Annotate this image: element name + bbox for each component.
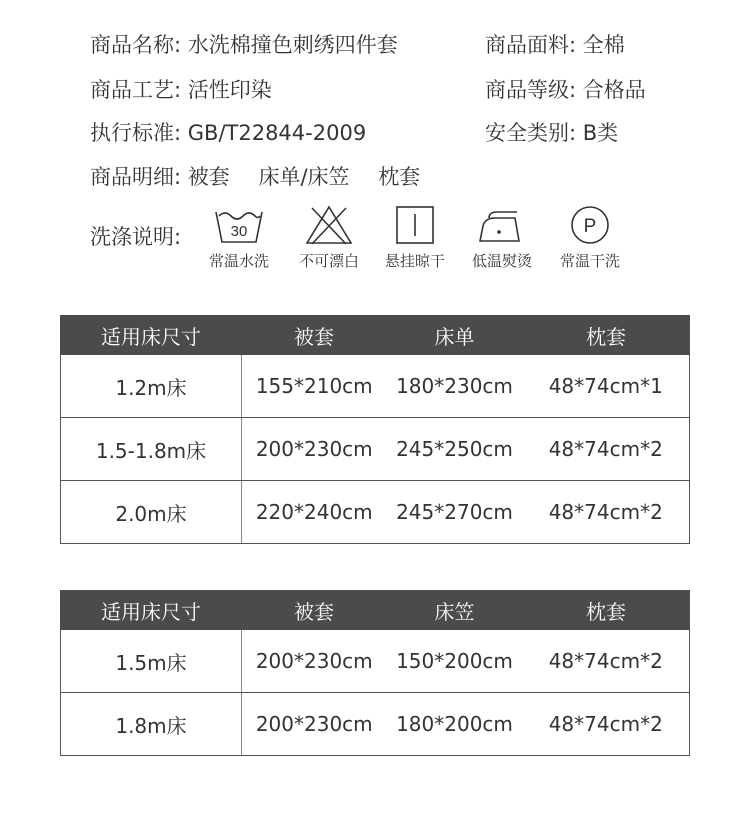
table-header-cell: 被套 [242,316,387,355]
table-cell: 220*240cm [242,481,387,544]
table-row [61,418,690,481]
standard-label: 执行标准: [90,121,182,145]
low-iron-icon [475,204,529,246]
table-cell: 1.5-1.8m床 [61,418,242,481]
table-cell: 48*74cm*2 [523,418,690,481]
care-caption: 悬挂晾干 [384,252,445,270]
standard-row [90,118,366,148]
safety-value: B类 [582,121,619,145]
wash-temp-text: 30 [230,223,248,240]
safety-label: 安全类别: [485,121,577,145]
table-cell: 245*250cm [387,418,523,481]
table-header-row [61,316,690,355]
table-header-cell: 枕套 [523,591,690,630]
care-caption: 常温干洗 [559,252,620,270]
table-cell: 150*200cm [387,630,523,693]
craft-row [90,75,272,105]
table-cell: 200*230cm [242,693,387,756]
detail-label: 商品明细: [90,165,182,189]
table-header-cell: 适用床尺寸 [61,316,242,355]
table-row [61,355,690,418]
grade-row [485,75,646,105]
no-bleach-icon [302,204,356,246]
grade-label: 商品等级: [485,78,577,102]
care-caption: 常温水洗 [208,252,269,270]
table-row [61,693,690,756]
care-item-dry-clean [545,204,635,271]
care-item-no-bleach [284,204,374,271]
grade-value: 合格品 [582,78,646,102]
size-table-sheet [60,315,690,544]
table-row [61,630,690,693]
care-item-low-iron [457,204,547,271]
table-cell: 48*74cm*2 [523,481,690,544]
fabric-row [485,30,625,60]
wash-30-icon [212,204,266,246]
care-item-wash [194,204,284,271]
fabric-label: 商品面料: [485,33,577,57]
table-cell: 155*210cm [242,355,387,418]
detail-item: 枕套 [378,165,421,189]
table-cell: 48*74cm*1 [523,355,690,418]
table-cell: 1.2m床 [61,355,242,418]
care-caption: 不可漂白 [298,252,359,270]
table-row [61,481,690,544]
table-cell: 1.5m床 [61,630,242,693]
table-header-cell: 适用床尺寸 [61,591,242,630]
craft-value: 活性印染 [187,78,272,102]
table-header-cell: 被套 [242,591,387,630]
table-cell: 245*270cm [387,481,523,544]
hang-dry-icon [388,204,442,246]
table-cell: 180*230cm [387,355,523,418]
standard-value: GB/T22844-2009 [187,121,367,145]
product-name-label: 商品名称: [90,33,182,57]
table-cell: 48*74cm*2 [523,693,690,756]
safety-row [485,118,618,148]
table-cell: 1.8m床 [61,693,242,756]
detail-row [90,162,442,192]
table-cell: 2.0m床 [61,481,242,544]
dry-clean-letter: P [583,216,597,237]
product-name-row [90,30,398,60]
care-item-hang-dry [370,204,460,271]
fabric-value: 全棉 [582,33,625,57]
detail-item: 被套 [187,165,230,189]
table-header-cell: 枕套 [523,316,690,355]
table-cell: 200*230cm [242,418,387,481]
craft-label: 商品工艺: [90,78,182,102]
size-table-fitted [60,590,690,756]
product-name-value: 水洗棉撞色刺绣四件套 [187,33,398,57]
table-header-cell: 床笠 [387,591,523,630]
dry-clean-p-icon [563,204,617,246]
table-cell: 180*200cm [387,693,523,756]
table-header-cell: 床单 [387,316,523,355]
table-cell: 48*74cm*2 [523,630,690,693]
table-cell: 200*230cm [242,630,387,693]
care-label: 洗涤说明: [90,225,182,249]
care-caption: 低温熨烫 [471,252,532,270]
table-header-row [61,591,690,630]
detail-item: 床单/床笠 [258,165,350,189]
